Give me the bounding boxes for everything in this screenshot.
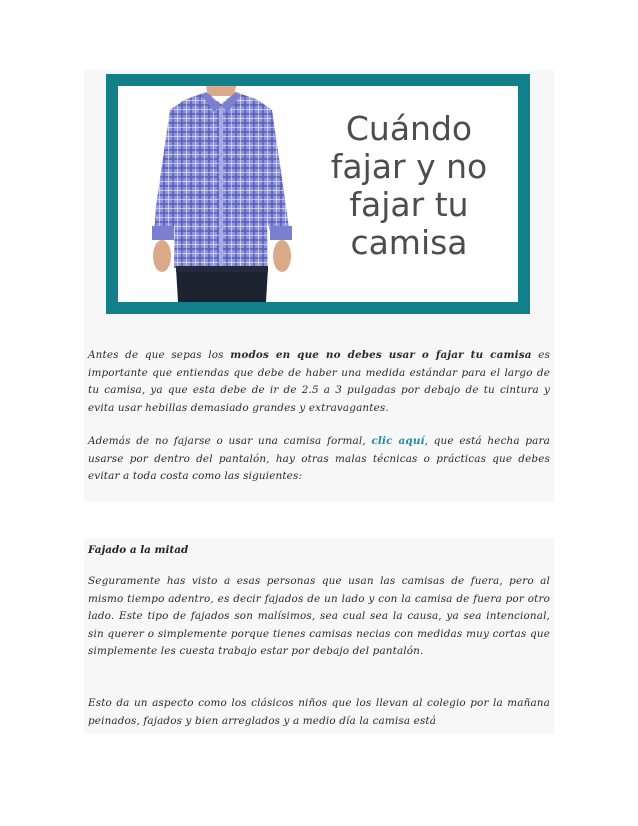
intro-paragraph: [88, 347, 550, 417]
second-paragraph-text-2: , que está hecha para usarse por dentro del pantalón, hay otras malas técnicas o prácticas que debes evitar a toda costa como las siguientes:: [88, 435, 550, 482]
fajado-section: [84, 538, 554, 734]
clic-aqui-link[interactable]: clic aquí: [371, 435, 425, 447]
banner-title-line-2: fajar y no: [330, 147, 488, 186]
intro-paragraph-bold: modos en que no debes usar o fajar tu camisa: [230, 349, 532, 361]
banner-title: [304, 110, 514, 262]
banner-content: [118, 86, 518, 302]
intro-paragraph-text-2: es importante que entiendas que debe de haber una medida estándar para el largo de tu camisa, ya que esta debe de ir de 2.5 a 3 pulgadas por debajo de tu cintura y evita usar hebillas demasiado grandes y extravagantes.: [88, 349, 550, 414]
article-banner: [106, 74, 530, 314]
section-paragraph-1: Seguramente has visto a esas personas que usan las camisas de fuera, pero al mismo tiempo adentro, es decir fajados de un lado y con la camisa de fuera por otro lado. Este tipo de fajados son malísimos, sea cual sea la causa, ya sea intencional, sin querer o simplemente porque tienes camisas necias con medidas muy cortas que simplemente les cuesta trabajo estar por debajo del pantalón.: [88, 575, 550, 657]
banner-title-line-1: Cuándo: [345, 109, 473, 148]
banner-title-line-4: camisa: [350, 223, 468, 262]
intro-section: [84, 70, 554, 502]
section-paragraph-2: Esto da un aspecto como los clásicos niños que los llevan al colegio por la mañana peinados, fajados y bien arreglados y a medio día la camisa está: [88, 697, 550, 727]
banner-title-line-3: fajar tu: [349, 185, 469, 224]
second-paragraph: [88, 433, 550, 486]
second-paragraph-text-1: Además de no fajarse o usar una camisa formal,: [88, 435, 372, 447]
intro-paragraph-text-1: Antes de que sepas los: [88, 349, 231, 361]
section-heading: Fajado a la mitad: [88, 544, 189, 556]
